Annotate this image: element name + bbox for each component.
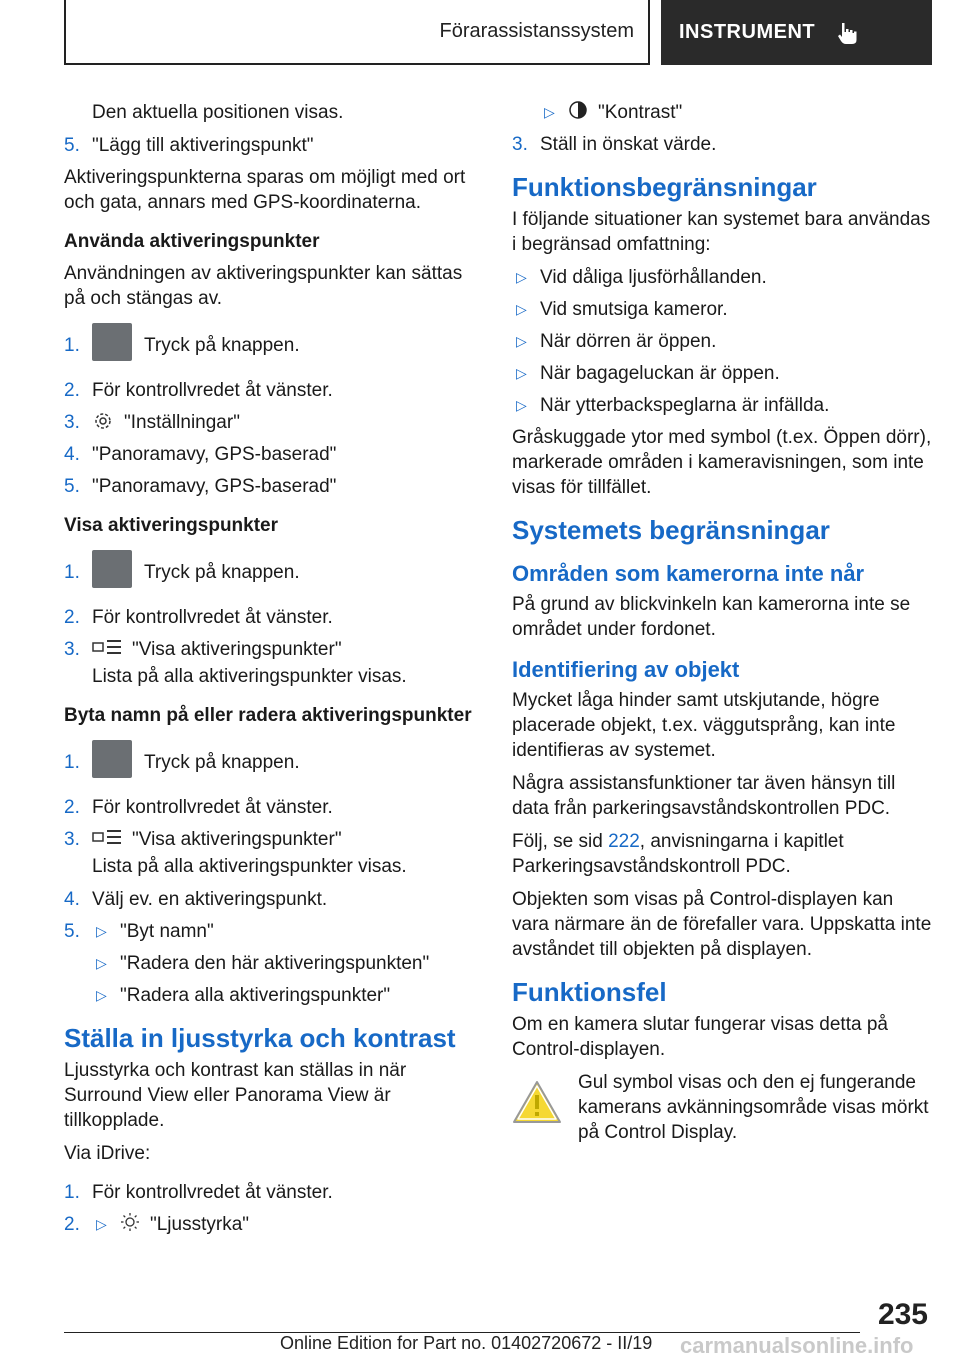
watermark: carmanualsonline.info: [680, 1333, 914, 1358]
sub-section-heading: Identifiering av objekt: [512, 657, 740, 682]
step-item: 1. Tryck på knappen.: [64, 333, 474, 371]
bullet-item: ▷ Vid dåliga ljusförhållanden.: [512, 265, 932, 290]
triangle-bullet-icon: ▷: [96, 1216, 107, 1232]
step-item: 2. För kontrollvredet åt vänster.: [64, 607, 333, 628]
paragraph: I följande situationer kan systemet bara användas i begränsad omfattning:: [512, 209, 931, 255]
paragraph: Gråskuggade ytor med symbol (t.ex. Öppen dörr), markerade områden i kameravisningen, som inte visas för tillfället.: [512, 427, 932, 498]
page-reference-link[interactable]: 222: [608, 831, 640, 852]
page-number: 235: [877, 1298, 928, 1331]
step-item: 4. "Panoramavy, GPS-baserad": [64, 444, 337, 465]
step-item: 5. "Panoramavy, GPS-baserad": [64, 476, 337, 497]
step-item: 2. ▷ "Ljusstyrka": [64, 1214, 250, 1235]
paragraph: Den aktuella positionen visas.: [92, 102, 344, 123]
paragraph: Objekten som visas på Control-displayen kan vara närmare än de förefaller vara. Uppskatta inte avståndet till objekten på displayen.: [512, 889, 932, 960]
paragraph: Aktiveringspunkterna sparas om möjligt med ort och gata, annars med GPS-koordinaterna.: [64, 167, 466, 213]
step-item: 5. "Lägg till aktiveringspunkt": [64, 135, 314, 156]
step-item: 1. För kontrollvredet åt vänster.: [64, 1182, 333, 1203]
camera-button-icon: [92, 550, 132, 588]
chapter-tab: [661, 0, 932, 65]
subheading: Använda aktiveringspunkter: [64, 231, 320, 252]
triangle-bullet-icon: ▷: [516, 365, 527, 381]
left-column: [64, 100, 474, 1244]
subheading: Visa aktiveringspunkter: [64, 515, 279, 536]
paragraph: Om en kamera slutar fungerar visas detta på Control-displayen.: [512, 1014, 888, 1060]
sub-section-heading: Områden som kamerorna inte når: [512, 561, 865, 586]
paragraph: Mycket låga hinder samt utskjutande, högre placerade objekt, t.ex. väggutsprång, kan inte identifieras av systemet.: [512, 690, 896, 761]
triangle-bullet-icon: ▷: [516, 333, 527, 349]
subheading: Byta namn på eller radera aktiveringspunkter: [64, 705, 472, 726]
section-heading: Systemets begränsningar: [512, 515, 830, 545]
step-item: 5. ▷ "Byt namn": [64, 921, 214, 942]
sun-icon: [120, 1212, 140, 1232]
section-title: Förarassistanssystem: [439, 20, 634, 42]
step-item: 3. "Inställningar": [64, 412, 240, 433]
step-item: 1. Tryck på knappen.: [64, 750, 474, 788]
triangle-bullet-icon: ▷: [96, 987, 107, 1003]
bullet-item: ▷ När ytterbackspeglarna är infällda.: [512, 393, 932, 418]
paragraph: Lista på alla aktiveringspunkter visas.: [92, 856, 407, 877]
step-item: 2. För kontrollvredet åt vänster.: [64, 797, 333, 818]
triangle-bullet-icon: ▷: [96, 923, 107, 939]
sub-item: ▷ "Radera alla aktiveringspunkter": [64, 983, 474, 1008]
warning-text: Gul symbol visas och den ej fungerande kamerans avkänningsområde visas mörkt på Control Display.: [578, 1072, 929, 1143]
step-item: 3. "Visa aktiveringspunkter": [64, 639, 342, 660]
right-column: [512, 100, 932, 1145]
step-item: 1. Tryck på knappen.: [64, 560, 474, 598]
section-heading: Funktionsbegränsningar: [512, 172, 817, 202]
section-heading: Ställa in ljusstyrka och kontrast: [64, 1023, 456, 1053]
camera-button-icon: [92, 323, 132, 361]
step-item: 4. Välj ev. en aktiveringspunkt.: [64, 889, 328, 910]
gear-icon: [92, 410, 114, 432]
footer-edition: Online Edition for Part no. 01402720672 - II/19: [280, 1333, 653, 1353]
section-heading: Funktionsfel: [512, 977, 667, 1007]
sub-item: ▷ "Kontrast": [512, 100, 932, 125]
paragraph: På grund av blickvinkeln kan kamerorna inte se området under fordonet.: [512, 594, 911, 640]
paragraph: Några assistansfunktioner tar även hänsyn till data från parkeringsavståndskontrollen PDC.: [512, 773, 896, 819]
section-tab: [64, 0, 650, 65]
bullet-item: ▷ Vid smutsiga kameror.: [512, 297, 932, 322]
sub-item: ▷ "Radera den här aktiveringspunkten": [64, 951, 474, 976]
contrast-icon: [568, 100, 588, 120]
step-item: 3. Ställ in önskat värde.: [512, 134, 717, 155]
step-item: 2. För kontrollvredet åt vänster.: [64, 380, 333, 401]
triangle-bullet-icon: ▷: [516, 301, 527, 317]
paragraph: Ljusstyrka och kontrast kan ställas in när Surround View eller Panorama View är tillkopplade.: [64, 1060, 407, 1131]
bullet-item: ▷ När bagageluckan är öppen.: [512, 361, 932, 386]
step-item: 3. "Visa aktiveringspunkter": [64, 829, 342, 850]
camera-list-icon: [92, 827, 122, 847]
warning-note: [512, 1070, 932, 1145]
paragraph: Lista på alla aktiveringspunkter visas.: [92, 666, 407, 687]
camera-button-icon: [92, 740, 132, 778]
paragraph: Via iDrive:: [64, 1143, 151, 1164]
triangle-bullet-icon: ▷: [516, 397, 527, 413]
triangle-bullet-icon: ▷: [544, 104, 555, 120]
paragraph: Användningen av aktiveringspunkter kan sättas på och stängas av.: [64, 263, 463, 309]
page-header: [64, 0, 932, 65]
triangle-bullet-icon: ▷: [96, 955, 107, 971]
triangle-bullet-icon: ▷: [516, 269, 527, 285]
paragraph: Följ, se sid 222, anvisningarna i kapitlet Parkeringsavståndskontroll PDC.: [512, 831, 844, 877]
warning-triangle-icon: [512, 1080, 562, 1124]
chapter-title: INSTRUMENT: [679, 21, 816, 43]
hand-pointer-icon: [835, 20, 861, 46]
bullet-item: ▷ När dörren är öppen.: [512, 329, 932, 354]
camera-list-icon: [92, 637, 122, 657]
